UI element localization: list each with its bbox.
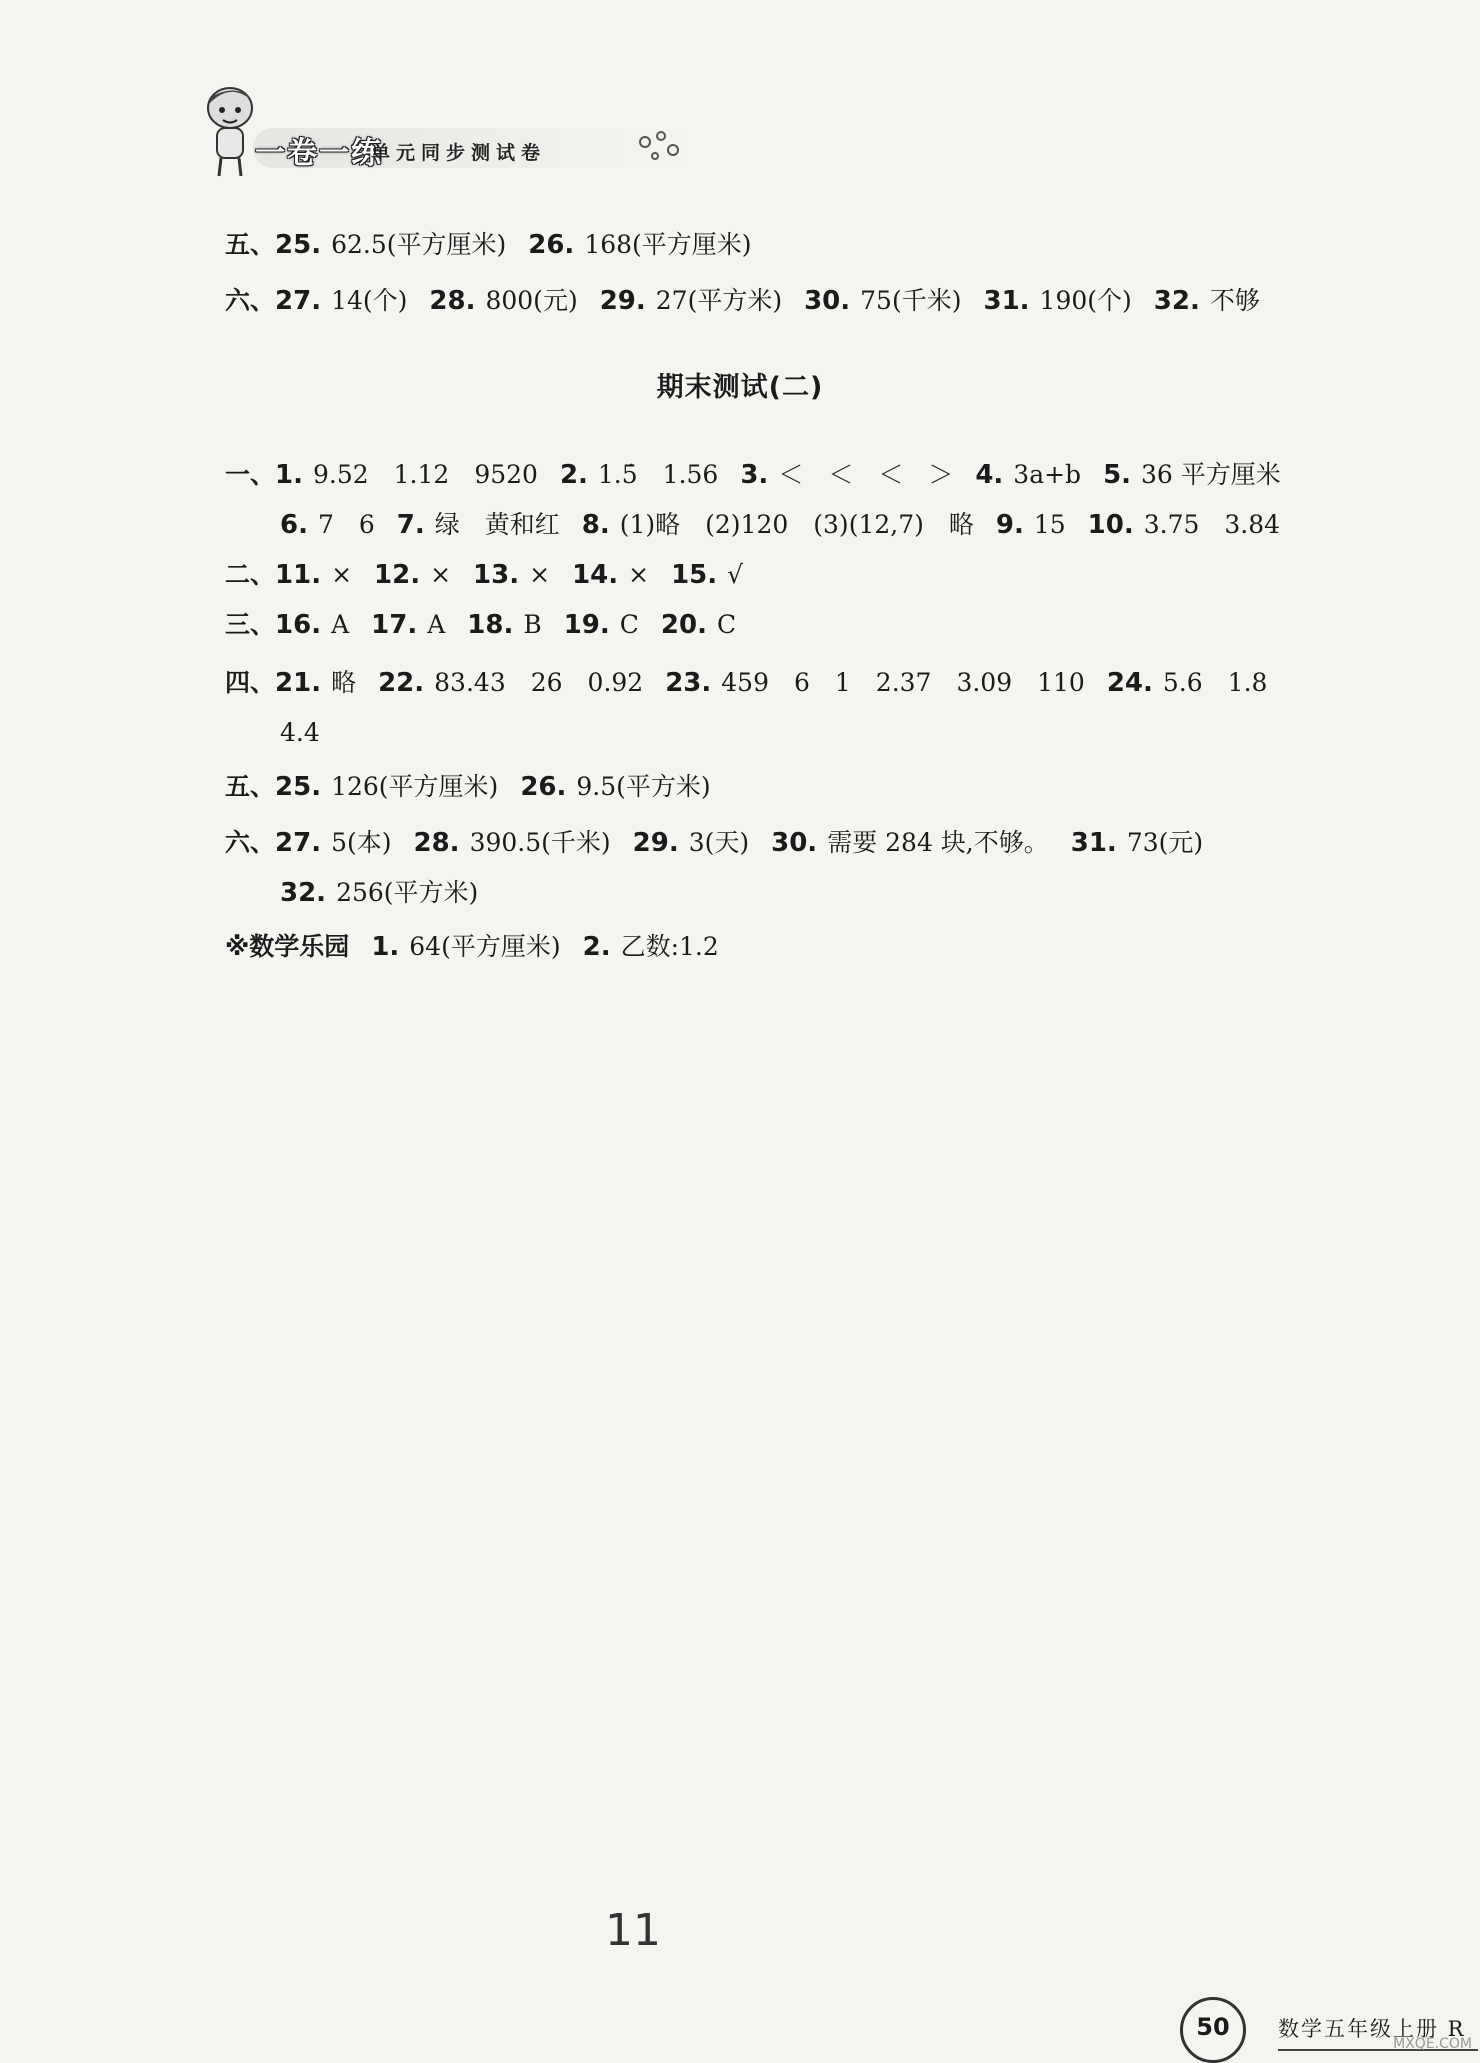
question-number: 11. (275, 560, 322, 590)
answer-text: 1.5̇ 1.56 (597, 460, 719, 489)
question-number: 20. (660, 610, 707, 640)
answer-row (280, 876, 478, 910)
answer-row (225, 284, 1260, 318)
answer-text: 62.5(平方厘米) (331, 230, 507, 259)
question-number: 14. (572, 560, 619, 590)
question-number: 17. (371, 610, 418, 640)
question-number: 1. (275, 460, 303, 490)
page-number: 50 (1196, 2013, 1230, 2041)
book-label: 数学五年级上册 R (1278, 2017, 1466, 2041)
question-number: 26. (528, 230, 575, 260)
question-number: 32. (280, 878, 327, 908)
question-number: 31. (983, 286, 1030, 316)
answer-text: 64(平方厘米) (409, 932, 561, 961)
answer-row (225, 458, 1281, 492)
answer-row (225, 930, 719, 964)
question-number: 25. (275, 772, 322, 802)
question-number: 5. (1103, 460, 1132, 490)
answer-text: × (331, 560, 353, 589)
question-number: 2. (559, 460, 588, 490)
section-label: 五、 (225, 772, 276, 801)
answer-text: C (716, 610, 737, 639)
answer-text: 需要 284 块,不够。 (827, 828, 1049, 857)
question-number: 29. (599, 286, 646, 316)
section-label: 三、 (225, 610, 276, 639)
answer-text: 126(平方厘米) (331, 772, 499, 801)
answer-text: 略 (331, 668, 357, 697)
answer-text: 73(元) (1126, 828, 1204, 857)
answer-row (225, 666, 1267, 700)
book-header (195, 80, 715, 180)
answer-row (280, 508, 1280, 542)
answer-text: 15 (1033, 510, 1066, 539)
section-label: 六、 (225, 828, 276, 857)
watermark: MXQE.COM (1393, 2036, 1472, 2052)
section-label: 一、 (225, 460, 276, 489)
answer-text: 75(千米) (860, 286, 962, 315)
question-number: 25. (275, 230, 322, 260)
answer-text: 绿 黄和红 (434, 510, 560, 539)
question-number: 8. (581, 510, 610, 540)
question-number: 1. (371, 932, 400, 962)
answer-row (225, 558, 743, 592)
answer-row (225, 770, 711, 804)
answer-text: 390.5(千米) (469, 828, 611, 857)
answer-text: × (430, 560, 452, 589)
question-number: 26. (520, 772, 567, 802)
brand-subtitle: 单元同步测试卷 (371, 142, 547, 164)
answer-text: × (628, 560, 650, 589)
answer-text: 256(平方米) (336, 878, 479, 907)
answer-text: B (523, 610, 542, 639)
answer-text: 5(本) (331, 828, 392, 857)
question-number: 30. (804, 286, 851, 316)
question-number: 29. (632, 828, 679, 858)
question-number: 12. (374, 560, 421, 590)
answer-text: A (331, 610, 350, 639)
bubbles-icon (625, 128, 705, 168)
handwritten-mark: 11 (605, 1905, 661, 1956)
answer-row (225, 826, 1203, 860)
question-number: 13. (473, 560, 520, 590)
question-number: 27. (275, 286, 322, 316)
answer-text: 乙数:1.2 (620, 932, 719, 961)
question-number: 19. (563, 610, 610, 640)
question-number: 28. (429, 286, 476, 316)
question-number: 9. (995, 510, 1024, 540)
answer-text: × (529, 560, 551, 589)
section-title: 期末测试(二) (656, 372, 824, 403)
answer-text: 83.43 26 0.92 (434, 668, 644, 697)
question-number: 31. (1070, 828, 1117, 858)
brand-title: 一卷一练 (255, 136, 383, 171)
answer-text: 36 平方厘米 (1141, 460, 1281, 489)
section-label: ※数学乐园 (225, 932, 350, 961)
section-label: 二、 (225, 560, 276, 589)
question-number: 21. (275, 668, 322, 698)
section-label: 四、 (225, 668, 276, 697)
question-number: 32. (1153, 286, 1200, 316)
question-number: 28. (413, 828, 460, 858)
answer-text: 14(个) (331, 286, 408, 315)
answer-text: 3.75 3.84 (1143, 510, 1281, 539)
question-number: 18. (467, 610, 514, 640)
answer-text: 800(元) (485, 286, 578, 315)
question-number: 16. (275, 610, 322, 640)
answer-text: 5.6 1.8 (1162, 668, 1268, 697)
answer-text: 168(平方厘米) (584, 230, 752, 259)
answer-row (225, 608, 736, 642)
answer-text: 3a+b (1013, 460, 1082, 489)
question-number: 23. (665, 668, 712, 698)
answer-row (280, 716, 320, 750)
section-label: 五、 (225, 230, 276, 259)
answer-text: 9.5(平方米) (576, 772, 711, 801)
question-number: 2. (582, 932, 611, 962)
question-number: 27. (275, 828, 322, 858)
answer-text: 27(平方米) (655, 286, 783, 315)
question-number: 22. (378, 668, 425, 698)
section-label: 六、 (225, 286, 276, 315)
question-number: 6. (280, 510, 308, 540)
answer-text: 9.52 1.12 9520 (312, 460, 538, 489)
answer-text: A (427, 610, 446, 639)
question-number: 4. (975, 460, 1004, 490)
answer-text: √ (727, 560, 744, 589)
answer-text: C (619, 610, 639, 639)
question-number: 10. (1087, 510, 1134, 540)
answer-text: 4.4 (280, 718, 320, 747)
answer-text: 3(天) (688, 828, 750, 857)
answer-text: 7 6 (317, 510, 375, 539)
answer-text: ＜ ＜ ＜ ＞ (778, 460, 954, 489)
question-number: 24. (1106, 668, 1153, 698)
answer-text: 不够 (1209, 286, 1260, 315)
question-number: 3. (740, 460, 769, 490)
answer-row (225, 228, 752, 262)
answer-text: 190(个) (1039, 286, 1132, 315)
answer-text: 459 6 1 2.37 3.09 110 (721, 668, 1085, 697)
question-number: 15. (671, 560, 718, 590)
answer-text: (1)略 (2)120 (3)(12,7) 略 (619, 510, 974, 539)
question-number: 30. (771, 828, 818, 858)
question-number: 7. (396, 510, 425, 540)
